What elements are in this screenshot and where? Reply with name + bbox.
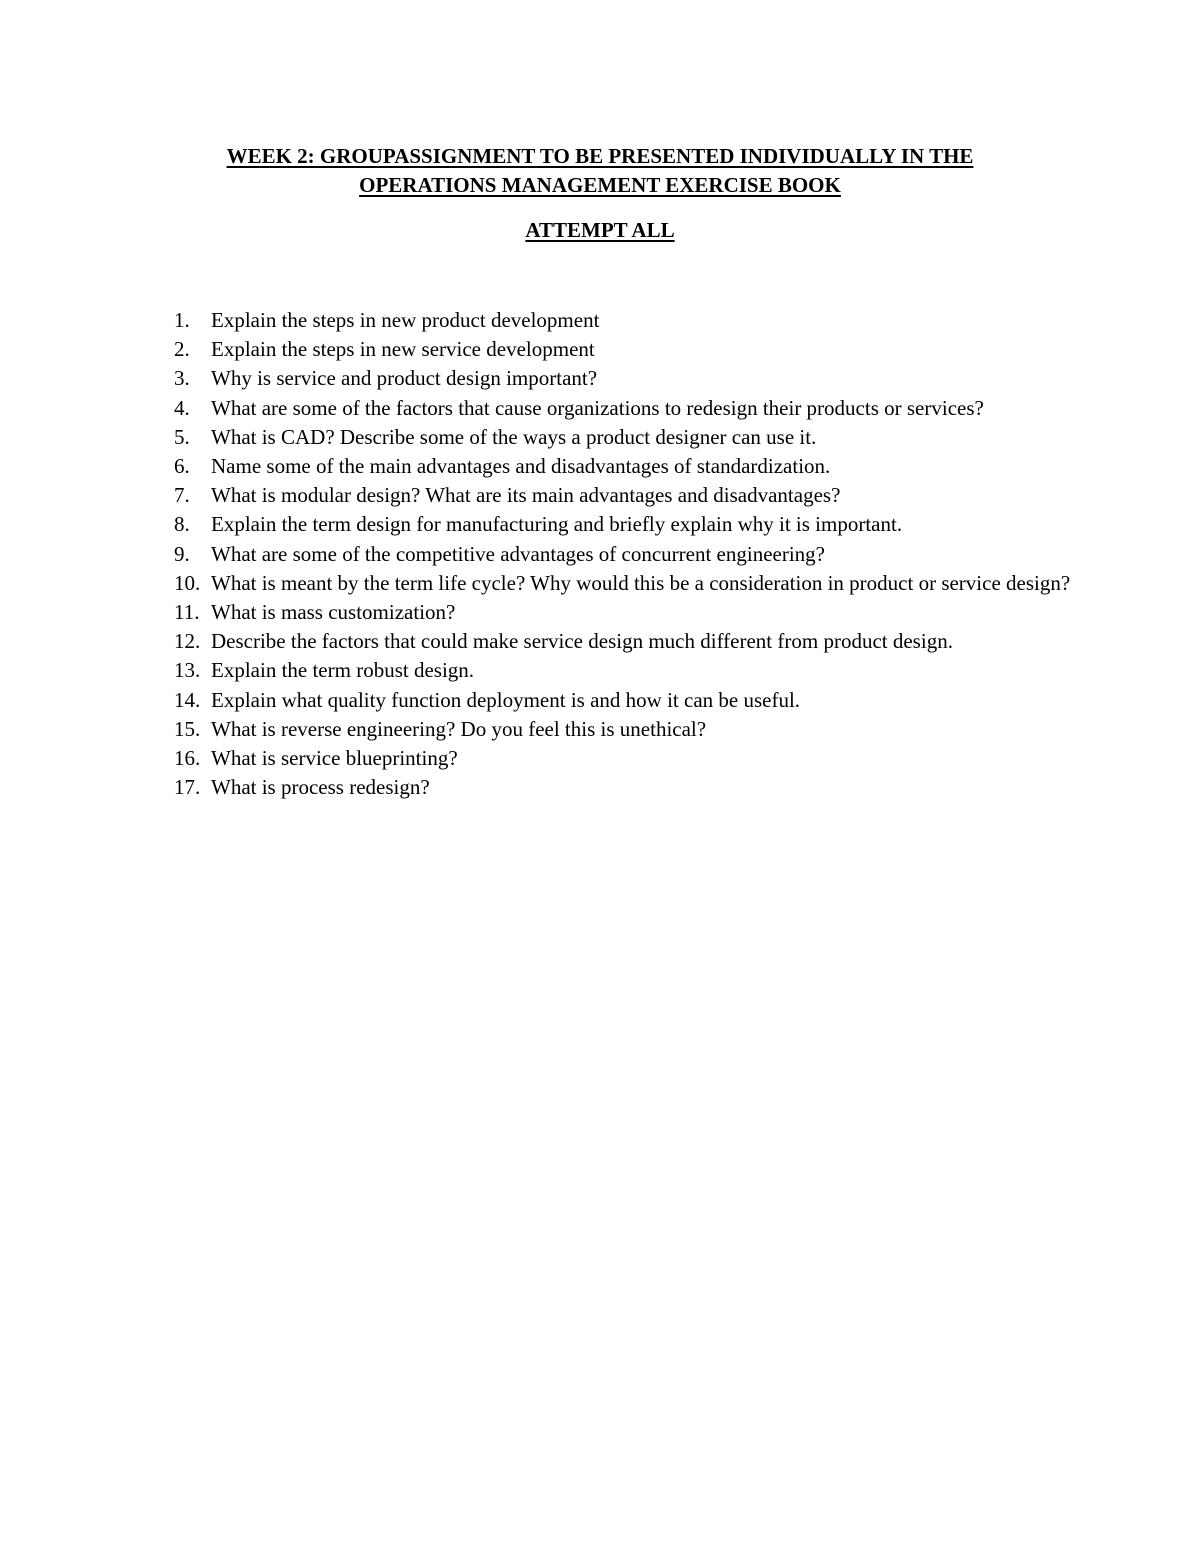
question-list [174, 306, 1074, 802]
question-item [174, 306, 1074, 335]
question-text: Explain the term design for manufacturing and briefly explain why it is important. [211, 512, 903, 537]
question-item [174, 481, 1074, 510]
question-item [174, 569, 1074, 598]
question-number: 9. [174, 541, 190, 566]
question-text: What is service blueprinting? [211, 746, 458, 771]
question-item [174, 715, 1074, 744]
question-text: Why is service and product design important? [211, 366, 598, 391]
question-number: 6. [174, 454, 190, 479]
question-text: Explain the steps in new product development [211, 308, 600, 332]
question-number: 15. [174, 716, 201, 741]
question-item [174, 394, 1074, 423]
question-item [174, 423, 1074, 452]
question-item [174, 686, 1074, 715]
question-item [174, 773, 1074, 802]
question-item [174, 335, 1074, 364]
question-item [174, 627, 1074, 656]
question-text: What is CAD? Describe some of the ways a product designer can use it. [211, 424, 817, 449]
question-text: What is reverse engineering? Do you feel this is unethical? [211, 716, 707, 741]
question-number: 14. [174, 687, 201, 712]
question-number: 1. [174, 308, 190, 332]
question-number: 2. [174, 337, 190, 362]
question-number: 16. [174, 746, 201, 771]
question-text: What are some of the factors that cause organizations to redesign their products or services? [211, 395, 984, 420]
question-item [174, 656, 1074, 685]
question-item [174, 364, 1074, 393]
document-title [150, 142, 1050, 200]
question-number: 10. [174, 570, 201, 595]
question-text: Describe the factors that could make service design much different from product design. [211, 629, 953, 654]
question-number: 8. [174, 512, 190, 537]
question-number: 4. [174, 395, 190, 420]
question-item [174, 510, 1074, 539]
question-number: 12. [174, 629, 201, 654]
question-text: What is process redesign? [211, 775, 430, 800]
question-text: What is meant by the term life cycle? Why would this be a consideration in product or service design? [211, 570, 1071, 595]
question-text: Explain the steps in new service development [211, 337, 595, 362]
question-number: 5. [174, 424, 190, 449]
instruction-heading: ATTEMPT ALL [525, 218, 675, 242]
question-text: Name some of the main advantages and disadvantages of standardization. [211, 454, 831, 479]
title-line-1: WEEK 2: GROUPASSIGNMENT TO BE PRESENTED INDIVIDUALLY IN THE [226, 144, 974, 168]
question-number: 13. [174, 658, 201, 683]
title-line-2: OPERATIONS MANAGEMENT EXERCISE BOOK [359, 173, 841, 197]
question-text: What is mass customization? [211, 600, 456, 625]
question-text: Explain what quality function deployment is and how it can be useful. [211, 687, 801, 712]
question-number: 3. [174, 366, 190, 391]
question-number: 17. [174, 775, 201, 800]
question-number: 7. [174, 483, 190, 508]
question-item [174, 452, 1074, 481]
question-item [174, 540, 1074, 569]
question-text: What is modular design? What are its main advantages and disadvantages? [211, 483, 841, 508]
question-item [174, 598, 1074, 627]
question-text: Explain the term robust design. [211, 658, 475, 683]
question-text: What are some of the competitive advantages of concurrent engineering? [211, 541, 825, 566]
question-number: 11. [174, 600, 200, 625]
question-item [174, 744, 1074, 773]
